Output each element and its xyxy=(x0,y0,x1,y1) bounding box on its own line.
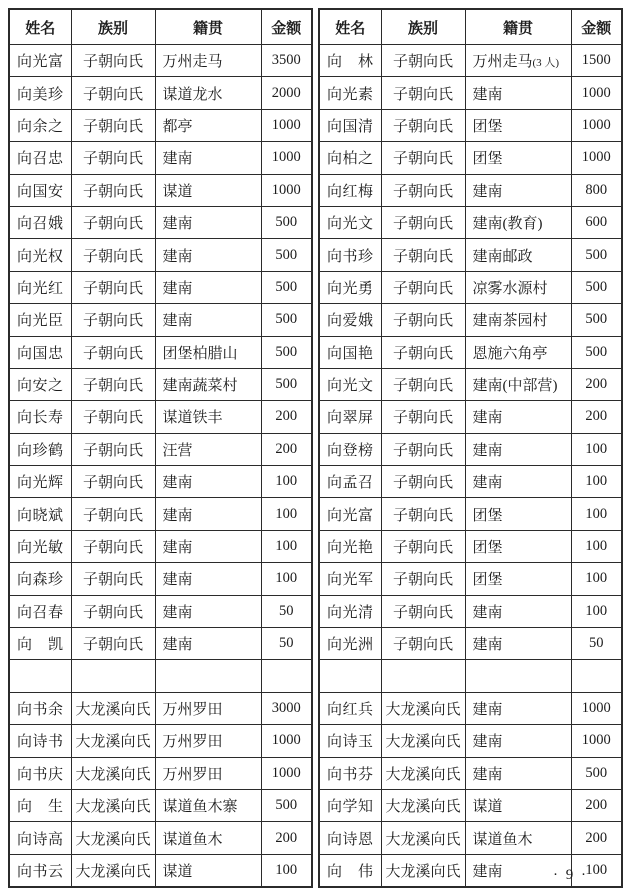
clan-cell: 子朝向氏 xyxy=(71,271,155,303)
amount-cell: 100 xyxy=(571,563,622,595)
name-cell: 向孟召 xyxy=(319,466,381,498)
donation-tables xyxy=(8,8,623,888)
table-row xyxy=(319,45,622,77)
origin-cell: 建南蔬菜村 xyxy=(155,368,261,400)
amount-cell: 50 xyxy=(571,628,622,660)
clan-cell: 子朝向氏 xyxy=(381,401,465,433)
amount-cell: 100 xyxy=(261,466,312,498)
clan-cell: 子朝向氏 xyxy=(71,628,155,660)
column-header: 族别 xyxy=(381,9,465,45)
origin-cell: 建南 xyxy=(155,142,261,174)
table-row xyxy=(9,466,312,498)
clan-cell: 子朝向氏 xyxy=(381,109,465,141)
table-row xyxy=(9,77,312,109)
clan-cell xyxy=(381,660,465,692)
table-row xyxy=(9,271,312,303)
origin-cell: 团堡 xyxy=(465,530,571,562)
name-cell: 向光艳 xyxy=(319,530,381,562)
clan-cell: 子朝向氏 xyxy=(71,530,155,562)
clan-cell: 子朝向氏 xyxy=(381,77,465,109)
amount-cell: 100 xyxy=(261,854,312,887)
name-cell: 向晓斌 xyxy=(9,498,71,530)
amount-cell: 1000 xyxy=(261,142,312,174)
origin-cell: 建南 xyxy=(465,595,571,627)
amount-cell: 500 xyxy=(571,336,622,368)
name-cell: 向书云 xyxy=(9,854,71,887)
origin-cell: 建南 xyxy=(465,725,571,757)
origin-note: (3 人) xyxy=(532,57,560,70)
origin-cell: 建南 xyxy=(155,466,261,498)
amount-cell: 1000 xyxy=(571,109,622,141)
clan-cell: 大龙溪向氏 xyxy=(71,789,155,821)
origin-cell: 汪营 xyxy=(155,433,261,465)
table-row xyxy=(9,757,312,789)
amount-cell: 100 xyxy=(261,563,312,595)
amount-cell: 100 xyxy=(571,433,622,465)
clan-cell: 大龙溪向氏 xyxy=(381,822,465,854)
clan-cell: 子朝向氏 xyxy=(381,239,465,271)
clan-cell: 子朝向氏 xyxy=(381,174,465,206)
clan-cell: 子朝向氏 xyxy=(381,206,465,238)
clan-cell: 子朝向氏 xyxy=(71,109,155,141)
amount-cell: 1000 xyxy=(571,77,622,109)
origin-cell: 谋道 xyxy=(155,854,261,887)
column-header: 族别 xyxy=(71,9,155,45)
clan-cell: 子朝向氏 xyxy=(71,498,155,530)
origin-cell: 建南 xyxy=(465,854,571,887)
origin-cell: 建南 xyxy=(155,628,261,660)
amount-cell: 1000 xyxy=(261,725,312,757)
origin-cell: 建南 xyxy=(465,174,571,206)
name-cell: 向召春 xyxy=(9,595,71,627)
clan-cell: 大龙溪向氏 xyxy=(381,692,465,724)
name-cell: 向诗恩 xyxy=(319,822,381,854)
origin-cell: 谋道鱼木 xyxy=(465,822,571,854)
table-row xyxy=(319,336,622,368)
clan-cell: 子朝向氏 xyxy=(381,433,465,465)
amount-cell: 100 xyxy=(571,498,622,530)
amount-cell xyxy=(261,660,312,692)
clan-cell: 大龙溪向氏 xyxy=(381,757,465,789)
amount-cell: 200 xyxy=(571,789,622,821)
donation-table-right xyxy=(318,8,623,888)
amount-cell: 500 xyxy=(261,271,312,303)
donation-table-left xyxy=(8,8,313,888)
origin-cell: 恩施六角亭 xyxy=(465,336,571,368)
table-row xyxy=(319,595,622,627)
origin-cell: 建南(中部营) xyxy=(465,368,571,400)
origin-cell: 建南 xyxy=(465,401,571,433)
amount-cell: 500 xyxy=(261,304,312,336)
name-cell: 向爱娥 xyxy=(319,304,381,336)
table-row xyxy=(9,401,312,433)
table-row xyxy=(9,304,312,336)
amount-cell: 100 xyxy=(261,530,312,562)
origin-cell: 团堡 xyxy=(465,563,571,595)
table-row xyxy=(9,725,312,757)
name-cell: 向国艳 xyxy=(319,336,381,368)
table-row xyxy=(319,433,622,465)
name-cell: 向诗高 xyxy=(9,822,71,854)
amount-cell: 500 xyxy=(261,206,312,238)
clan-cell: 子朝向氏 xyxy=(381,466,465,498)
table-row xyxy=(319,368,622,400)
name-cell: 向光文 xyxy=(319,368,381,400)
name-cell: 向书芬 xyxy=(319,757,381,789)
origin-cell: 建南 xyxy=(465,628,571,660)
name-cell: 向书珍 xyxy=(319,239,381,271)
clan-cell: 子朝向氏 xyxy=(381,304,465,336)
origin-cell: 建南 xyxy=(155,530,261,562)
amount-cell: 50 xyxy=(261,628,312,660)
table-row xyxy=(9,530,312,562)
name-cell: 向余之 xyxy=(9,109,71,141)
table-row xyxy=(319,628,622,660)
clan-cell: 子朝向氏 xyxy=(71,368,155,400)
clan-cell: 子朝向氏 xyxy=(381,368,465,400)
clan-cell: 子朝向氏 xyxy=(71,239,155,271)
table-row xyxy=(319,498,622,530)
amount-cell: 200 xyxy=(261,401,312,433)
origin-cell: 谋道铁丰 xyxy=(155,401,261,433)
origin-cell: 建南 xyxy=(155,563,261,595)
table-row xyxy=(9,498,312,530)
clan-cell: 子朝向氏 xyxy=(71,77,155,109)
header-row xyxy=(9,9,312,45)
table-row xyxy=(319,77,622,109)
amount-cell: 1000 xyxy=(261,174,312,206)
origin-cell: 团堡 xyxy=(465,142,571,174)
table-row xyxy=(9,692,312,724)
clan-cell: 大龙溪向氏 xyxy=(381,854,465,887)
name-cell: 向国安 xyxy=(9,174,71,206)
clan-cell: 子朝向氏 xyxy=(71,595,155,627)
name-cell: 向光勇 xyxy=(319,271,381,303)
name-cell: 向召忠 xyxy=(9,142,71,174)
amount-cell: 1500 xyxy=(571,45,622,77)
table-row xyxy=(9,789,312,821)
table-row xyxy=(319,271,622,303)
name-cell: 向光清 xyxy=(319,595,381,627)
clan-cell: 子朝向氏 xyxy=(71,466,155,498)
table-row xyxy=(9,239,312,271)
amount-cell: 600 xyxy=(571,206,622,238)
origin-cell: 团堡柏腊山 xyxy=(155,336,261,368)
table-row xyxy=(9,433,312,465)
clan-cell: 大龙溪向氏 xyxy=(71,854,155,887)
clan-cell: 子朝向氏 xyxy=(381,271,465,303)
table-row xyxy=(9,595,312,627)
origin-cell: 万州走马 xyxy=(155,45,261,77)
clan-cell: 子朝向氏 xyxy=(71,174,155,206)
table-row xyxy=(9,174,312,206)
origin-cell: 建南 xyxy=(465,433,571,465)
name-cell: 向柏之 xyxy=(319,142,381,174)
table-row xyxy=(319,692,622,724)
clan-cell: 子朝向氏 xyxy=(71,563,155,595)
origin-cell: 建南邮政 xyxy=(465,239,571,271)
clan-cell: 子朝向氏 xyxy=(71,304,155,336)
table-row xyxy=(319,109,622,141)
clan-cell: 子朝向氏 xyxy=(381,142,465,174)
amount-cell: 500 xyxy=(571,239,622,271)
table-row xyxy=(9,563,312,595)
name-cell xyxy=(319,660,381,692)
table-row xyxy=(9,660,312,692)
amount-cell: 200 xyxy=(261,822,312,854)
clan-cell: 子朝向氏 xyxy=(381,530,465,562)
name-cell: 向光军 xyxy=(319,563,381,595)
table-row xyxy=(319,174,622,206)
amount-cell: 1000 xyxy=(571,692,622,724)
amount-cell: 1000 xyxy=(571,725,622,757)
origin-cell: 建南 xyxy=(155,498,261,530)
table-row xyxy=(9,109,312,141)
name-cell: 向光洲 xyxy=(319,628,381,660)
origin-cell: 谋道鱼木 xyxy=(155,822,261,854)
name-cell: 向美珍 xyxy=(9,77,71,109)
origin-cell xyxy=(465,660,571,692)
amount-cell: 1000 xyxy=(571,142,622,174)
amount-cell: 100 xyxy=(571,595,622,627)
table-row xyxy=(319,660,622,692)
clan-cell: 子朝向氏 xyxy=(71,142,155,174)
table-row xyxy=(9,628,312,660)
amount-cell: 2000 xyxy=(261,77,312,109)
amount-cell: 100 xyxy=(571,530,622,562)
clan-cell: 子朝向氏 xyxy=(381,45,465,77)
origin-cell: 谋道龙水 xyxy=(155,77,261,109)
clan-cell: 大龙溪向氏 xyxy=(381,725,465,757)
table-row xyxy=(319,206,622,238)
name-cell: 向光富 xyxy=(319,498,381,530)
name-cell: 向翠屏 xyxy=(319,401,381,433)
clan-cell: 大龙溪向氏 xyxy=(71,692,155,724)
origin-cell xyxy=(155,660,261,692)
origin-cell: 建南 xyxy=(155,206,261,238)
table-row xyxy=(9,336,312,368)
name-cell: 向诗玉 xyxy=(319,725,381,757)
name-cell: 向光富 xyxy=(9,45,71,77)
origin-cell: 建南 xyxy=(465,77,571,109)
amount-cell: 200 xyxy=(571,822,622,854)
table-row xyxy=(319,563,622,595)
name-cell: 向国忠 xyxy=(9,336,71,368)
name-cell: 向红梅 xyxy=(319,174,381,206)
table-row xyxy=(319,466,622,498)
clan-cell: 子朝向氏 xyxy=(71,336,155,368)
name-cell: 向安之 xyxy=(9,368,71,400)
origin-cell: 建南 xyxy=(155,304,261,336)
name-cell: 向长寿 xyxy=(9,401,71,433)
amount-cell: 100 xyxy=(571,854,622,887)
origin-cell: 建南 xyxy=(155,239,261,271)
table-row xyxy=(319,757,622,789)
amount-cell: 1000 xyxy=(261,757,312,789)
table-row xyxy=(319,822,622,854)
table-row xyxy=(319,725,622,757)
table-row xyxy=(319,239,622,271)
amount-cell: 200 xyxy=(571,368,622,400)
name-cell: 向召娥 xyxy=(9,206,71,238)
table-row xyxy=(319,142,622,174)
name-cell: 向光文 xyxy=(319,206,381,238)
clan-cell: 大龙溪向氏 xyxy=(71,822,155,854)
table-row xyxy=(319,401,622,433)
origin-cell: 万州罗田 xyxy=(155,692,261,724)
clan-cell: 子朝向氏 xyxy=(381,628,465,660)
column-header: 金额 xyxy=(571,9,622,45)
amount-cell: 500 xyxy=(261,368,312,400)
header-row xyxy=(319,9,622,45)
origin-cell: 团堡 xyxy=(465,498,571,530)
amount-cell: 800 xyxy=(571,174,622,206)
name-cell: 向 伟 xyxy=(319,854,381,887)
amount-cell: 500 xyxy=(571,271,622,303)
origin-cell: 谋道 xyxy=(465,789,571,821)
amount-cell: 100 xyxy=(571,466,622,498)
clan-cell: 大龙溪向氏 xyxy=(381,789,465,821)
table-row xyxy=(319,530,622,562)
table-row xyxy=(9,368,312,400)
name-cell xyxy=(9,660,71,692)
origin-cell: 建南 xyxy=(155,595,261,627)
origin-cell: 建南 xyxy=(465,466,571,498)
name-cell: 向诗书 xyxy=(9,725,71,757)
clan-cell: 子朝向氏 xyxy=(381,563,465,595)
amount-cell: 200 xyxy=(571,401,622,433)
amount-cell: 500 xyxy=(261,789,312,821)
name-cell: 向光权 xyxy=(9,239,71,271)
table-row xyxy=(9,854,312,887)
name-cell: 向光辉 xyxy=(9,466,71,498)
clan-cell: 子朝向氏 xyxy=(71,206,155,238)
amount-cell: 50 xyxy=(261,595,312,627)
clan-cell: 大龙溪向氏 xyxy=(71,757,155,789)
name-cell: 向登榜 xyxy=(319,433,381,465)
column-header: 籍贯 xyxy=(465,9,571,45)
name-cell: 向 生 xyxy=(9,789,71,821)
page-number: · 9 · xyxy=(553,867,588,883)
amount-cell: 3500 xyxy=(261,45,312,77)
amount-cell: 200 xyxy=(261,433,312,465)
amount-cell: 1000 xyxy=(261,109,312,141)
name-cell: 向光敏 xyxy=(9,530,71,562)
clan-cell: 子朝向氏 xyxy=(381,336,465,368)
amount-cell: 500 xyxy=(571,304,622,336)
amount-cell: 500 xyxy=(571,757,622,789)
origin-cell: 万州罗田 xyxy=(155,725,261,757)
origin-cell: 谋道 xyxy=(155,174,261,206)
table-row xyxy=(9,45,312,77)
origin-cell: 都亭 xyxy=(155,109,261,141)
name-cell: 向森珍 xyxy=(9,563,71,595)
name-cell: 向 凯 xyxy=(9,628,71,660)
name-cell: 向光素 xyxy=(319,77,381,109)
name-cell: 向光臣 xyxy=(9,304,71,336)
amount-cell: 500 xyxy=(261,239,312,271)
amount-cell: 100 xyxy=(261,498,312,530)
name-cell: 向光红 xyxy=(9,271,71,303)
amount-cell xyxy=(571,660,622,692)
column-header: 金额 xyxy=(261,9,312,45)
clan-cell: 子朝向氏 xyxy=(381,498,465,530)
table-row xyxy=(9,206,312,238)
origin-cell: 团堡 xyxy=(465,109,571,141)
origin-cell: 建南 xyxy=(465,692,571,724)
name-cell: 向书余 xyxy=(9,692,71,724)
name-cell: 向 林 xyxy=(319,45,381,77)
clan-cell: 子朝向氏 xyxy=(71,401,155,433)
table-row xyxy=(319,789,622,821)
table-row xyxy=(319,304,622,336)
clan-cell xyxy=(71,660,155,692)
column-header: 姓名 xyxy=(319,9,381,45)
table-row xyxy=(9,822,312,854)
origin-cell: 万州罗田 xyxy=(155,757,261,789)
origin-cell: 谋道鱼木寨 xyxy=(155,789,261,821)
amount-cell: 500 xyxy=(261,336,312,368)
origin-cell: 建南(教育) xyxy=(465,206,571,238)
column-header: 籍贯 xyxy=(155,9,261,45)
name-cell: 向国清 xyxy=(319,109,381,141)
clan-cell: 子朝向氏 xyxy=(71,433,155,465)
origin-cell: 凉雾水源村 xyxy=(465,271,571,303)
amount-cell: 3000 xyxy=(261,692,312,724)
name-cell: 向珍鹤 xyxy=(9,433,71,465)
table-row xyxy=(9,142,312,174)
clan-cell: 子朝向氏 xyxy=(381,595,465,627)
origin-cell: 建南茶园村 xyxy=(465,304,571,336)
clan-cell: 子朝向氏 xyxy=(71,45,155,77)
origin-cell: 万州走马(3 人) xyxy=(465,45,571,77)
origin-cell: 建南 xyxy=(155,271,261,303)
column-header: 姓名 xyxy=(9,9,71,45)
name-cell: 向学知 xyxy=(319,789,381,821)
name-cell: 向书庆 xyxy=(9,757,71,789)
clan-cell: 大龙溪向氏 xyxy=(71,725,155,757)
origin-cell: 建南 xyxy=(465,757,571,789)
name-cell: 向红兵 xyxy=(319,692,381,724)
